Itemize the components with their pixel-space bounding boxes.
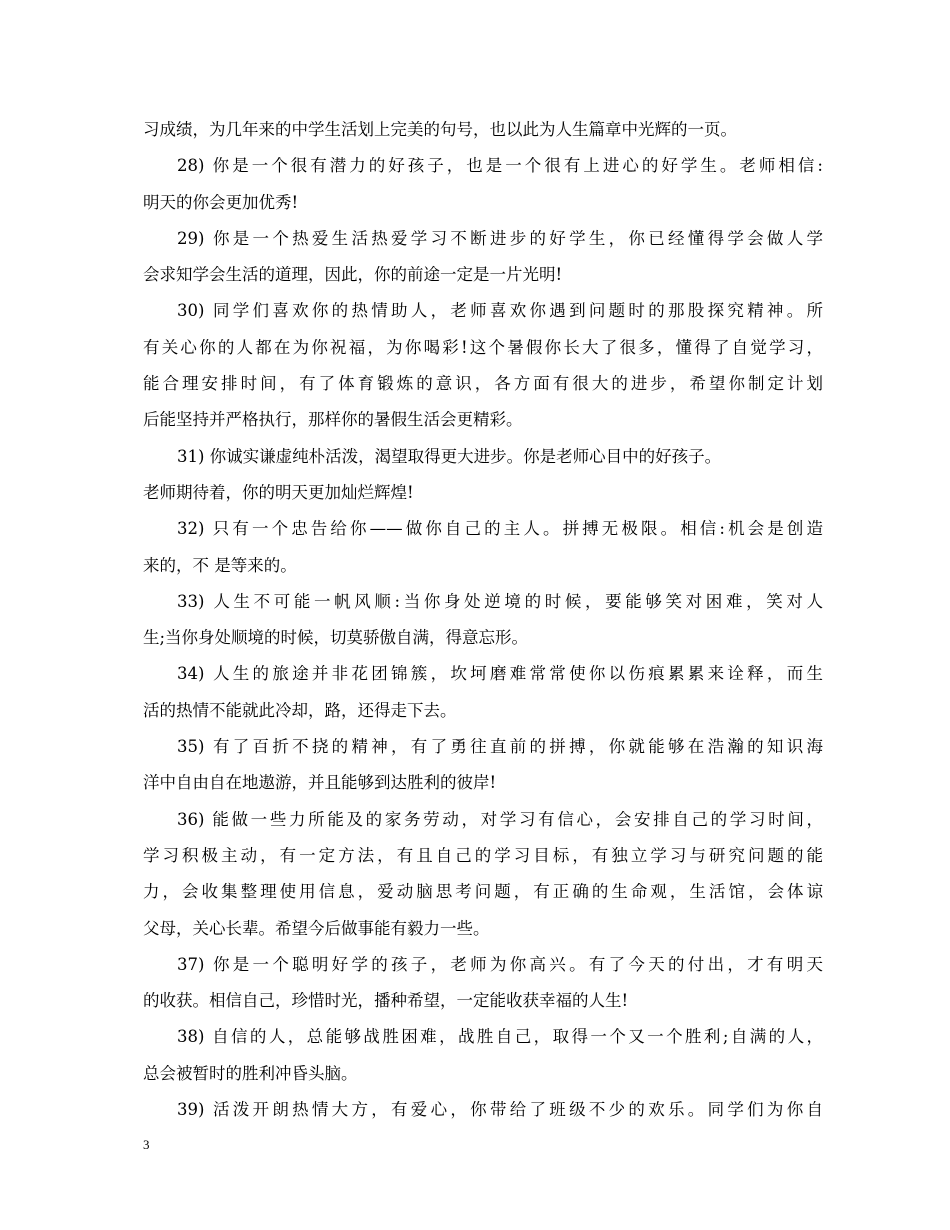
text-line: 会求知学会生活的道理，因此，你的前途一定是一片光明!	[143, 265, 563, 285]
text-line: 33) 人生不可能一帆风顺:当你身处逆境的时候，要能够笑对困难，笑对人	[177, 591, 823, 611]
text-line: 明天的你会更加优秀!	[143, 192, 299, 212]
text-line: 37) 你是一个聪明好学的孩子，老师为你高兴。有了今天的付出，才有明天	[177, 954, 823, 974]
text-line: 习成绩，为几年来的中学生活划上完美的句号，也以此为人生篇章中光辉的一页。	[143, 120, 737, 139]
text-line: 力，会收集整理使用信息，爱动脑思考问题，有正确的生命观，生活馆，会体谅	[143, 882, 823, 902]
text-line: 35) 有了百折不挠的精神，有了勇往直前的拼搏，你就能够在浩瀚的知识海	[177, 737, 823, 757]
text-line: 父母，关心长辈。希望今后做事能有毅力一些。	[143, 918, 490, 938]
text-line: 活的热情不能就此冷却，路，还得走下去。	[143, 700, 457, 720]
text-line: 31) 你诚实谦虚纯朴活泼，渴望取得更大进步。你是老师心目中的好孩子。	[177, 446, 722, 466]
text-line: 学习积极主动，有一定方法，有且自己的学习目标，有独立学习与研究问题的能	[143, 845, 823, 865]
text-line: 29) 你是一个热爱生活热爱学习不断进步的好学生，你已经懂得学会做人学	[177, 228, 823, 248]
text-line: 39) 活泼开朗热情大方，有爱心，你带给了班级不少的欢乐。同学们为你自	[177, 1100, 823, 1120]
text-line: 总会被暂时的胜利冲昏头脑。	[143, 1063, 358, 1083]
text-line: 28) 你是一个很有潜力的好孩子，也是一个很有上进心的好学生。老师相信:	[177, 156, 823, 176]
page-number: 3	[143, 1137, 150, 1152]
body-text	[143, 112, 823, 1128]
text-line: 有关心你的人都在为你祝福，为你喝彩!这个暑假你长大了很多，懂得了自觉学习，	[143, 337, 823, 357]
text-line: 来的，不 是等来的。	[143, 555, 297, 575]
text-line: 洋中自由自在地遨游，并且能够到达胜利的彼岸!	[143, 773, 497, 793]
text-line: 34) 人生的旅途并非花团锦簇，坎坷磨难常常使你以伤痕累累来诠释，而生	[177, 664, 823, 684]
text-line: 生;当你身处顺境的时候，切莫骄傲自满，得意忘形。	[143, 628, 529, 648]
text-line: 38) 自信的人，总能够战胜困难，战胜自己，取得一个又一个胜利;自满的人，	[177, 1027, 823, 1047]
text-line: 老师期待着，你的明天更加灿烂辉煌!	[143, 482, 414, 502]
text-line: 30) 同学们喜欢你的热情助人，老师喜欢你遇到问题时的那股探究精神。所	[177, 301, 823, 321]
text-line: 的收获。相信自己，珍惜时光，播种希望，一定能收获幸福的人生!	[143, 991, 629, 1011]
text-line: 能合理安排时间，有了体育锻炼的意识，各方面有很大的进步，希望你制定计划	[143, 374, 823, 394]
text-line: 后能坚持并严格执行，那样你的暑假生活会更精彩。	[143, 410, 523, 430]
text-line: 32) 只有一个忠告给你——做你自己的主人。拼搏无极限。相信:机会是创造	[177, 519, 823, 539]
text-line: 36) 能做一些力所能及的家务劳动，对学习有信心，会安排自己的学习时间，	[177, 809, 823, 829]
